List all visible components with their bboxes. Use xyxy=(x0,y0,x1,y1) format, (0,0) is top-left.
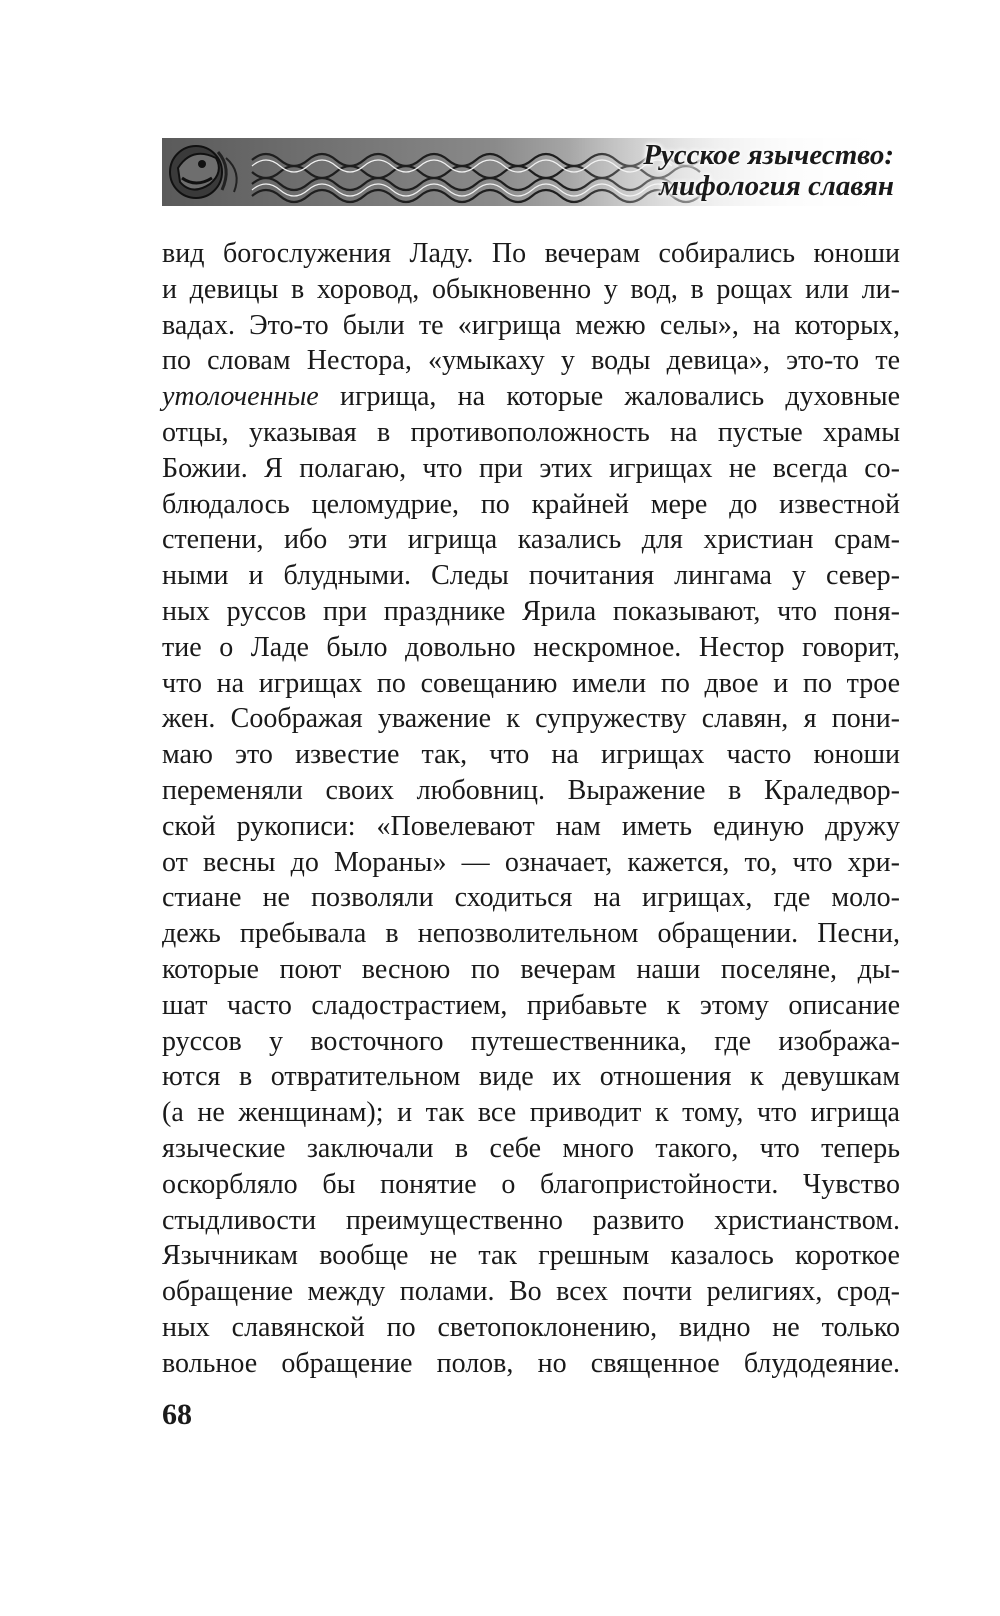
text-line: оскорбляло бы понятие о благопристойности. Чувство xyxy=(162,1168,900,1200)
body-text xyxy=(162,236,900,1382)
text-line: шат часто сладострастием, прибавьте к этому описание xyxy=(162,989,900,1021)
text-line: (а не женщинам); и так все приводит к тому, что игрища xyxy=(162,1097,900,1129)
page-number: 68 xyxy=(162,1398,192,1431)
text-line: которые поют весною по вечерам наши поселяне, ды- xyxy=(162,953,900,985)
running-header xyxy=(162,138,900,206)
text-line: степени, ибо эти игрища казались для христиан срам- xyxy=(162,524,900,556)
text-line-rest: игрища, на которые жаловались духовные xyxy=(339,381,901,413)
text-line: вид богослужения Ладу. По вечерам собирались юноши xyxy=(162,238,900,269)
text-line: обращение между полами. Во всех почти религиях, срод- xyxy=(162,1276,900,1308)
text-line: жен. Соображая уважение к супружеству славян, я пони- xyxy=(162,703,900,735)
text-line: дежь пребывала в непозволительном обращении. Песни, xyxy=(162,918,900,950)
text-line: руссов у восточного путешественника, где изобража- xyxy=(162,1025,900,1057)
text-line: ными и блудными. Следы почитания лингама у север- xyxy=(162,560,900,592)
italic-word: утолоченные xyxy=(162,381,319,413)
text-line: ных руссов при празднике Ярила показывают, что поня- xyxy=(162,595,900,627)
text-line: языческие заключали в себе много такого, что теперь xyxy=(162,1132,900,1164)
header-title-line-1: Русское язычество: xyxy=(643,139,894,171)
text-line: переменяли своих любовниц. Выражение в Краледвор- xyxy=(162,774,900,806)
text-line: отцы, указывая в противоположность на пустые храмы xyxy=(162,416,900,448)
text-line: ской рукописи: «Повелевают нам иметь единую дружу xyxy=(162,810,900,842)
text-line: вольное обращение полов, но священное блудодеяние. xyxy=(162,1347,900,1379)
text-line: тие о Ладе было довольно нескромное. Нестор говорит, xyxy=(162,631,900,663)
text-line: маю это известие так, что на игрищах часто юноши xyxy=(162,739,900,771)
text-line: стиане не позволяли сходиться на игрищах, где моло- xyxy=(162,882,900,914)
text-line: ются в отвратительном виде их отношения к девушкам xyxy=(162,1061,900,1093)
text-line: от весны до Мораны» — означает, кажется, то, что хри- xyxy=(162,846,900,878)
text-line: что на игрищах по совещанию имели по двое и по трое xyxy=(162,667,900,699)
text-line-with-italic xyxy=(162,379,900,415)
text-line: ных славянской по светопоклонению, видно не только xyxy=(162,1311,900,1343)
text-line: стыдливости преимущественно развито христианством. xyxy=(162,1204,900,1236)
text-line: Божии. Я полагаю, что при этих игрищах не всегда со- xyxy=(162,452,900,484)
text-line: Язычникам вообще не так грешным казалось короткое xyxy=(162,1240,900,1272)
text-line: по словам Нестора, «умыкаху у воды девица», это-то те xyxy=(162,345,900,377)
header-title-line-2: мифология славян xyxy=(659,170,894,202)
text-line: блюдалось целомудрие, по крайней мере до известной xyxy=(162,488,900,520)
text-line: вадах. Это-то были те «игрища межю селы», на которых, xyxy=(162,309,900,341)
text-line: и девицы в хоровод, обыкновенно у вод, в рощах или ли- xyxy=(162,273,900,305)
running-header-title xyxy=(643,140,894,202)
